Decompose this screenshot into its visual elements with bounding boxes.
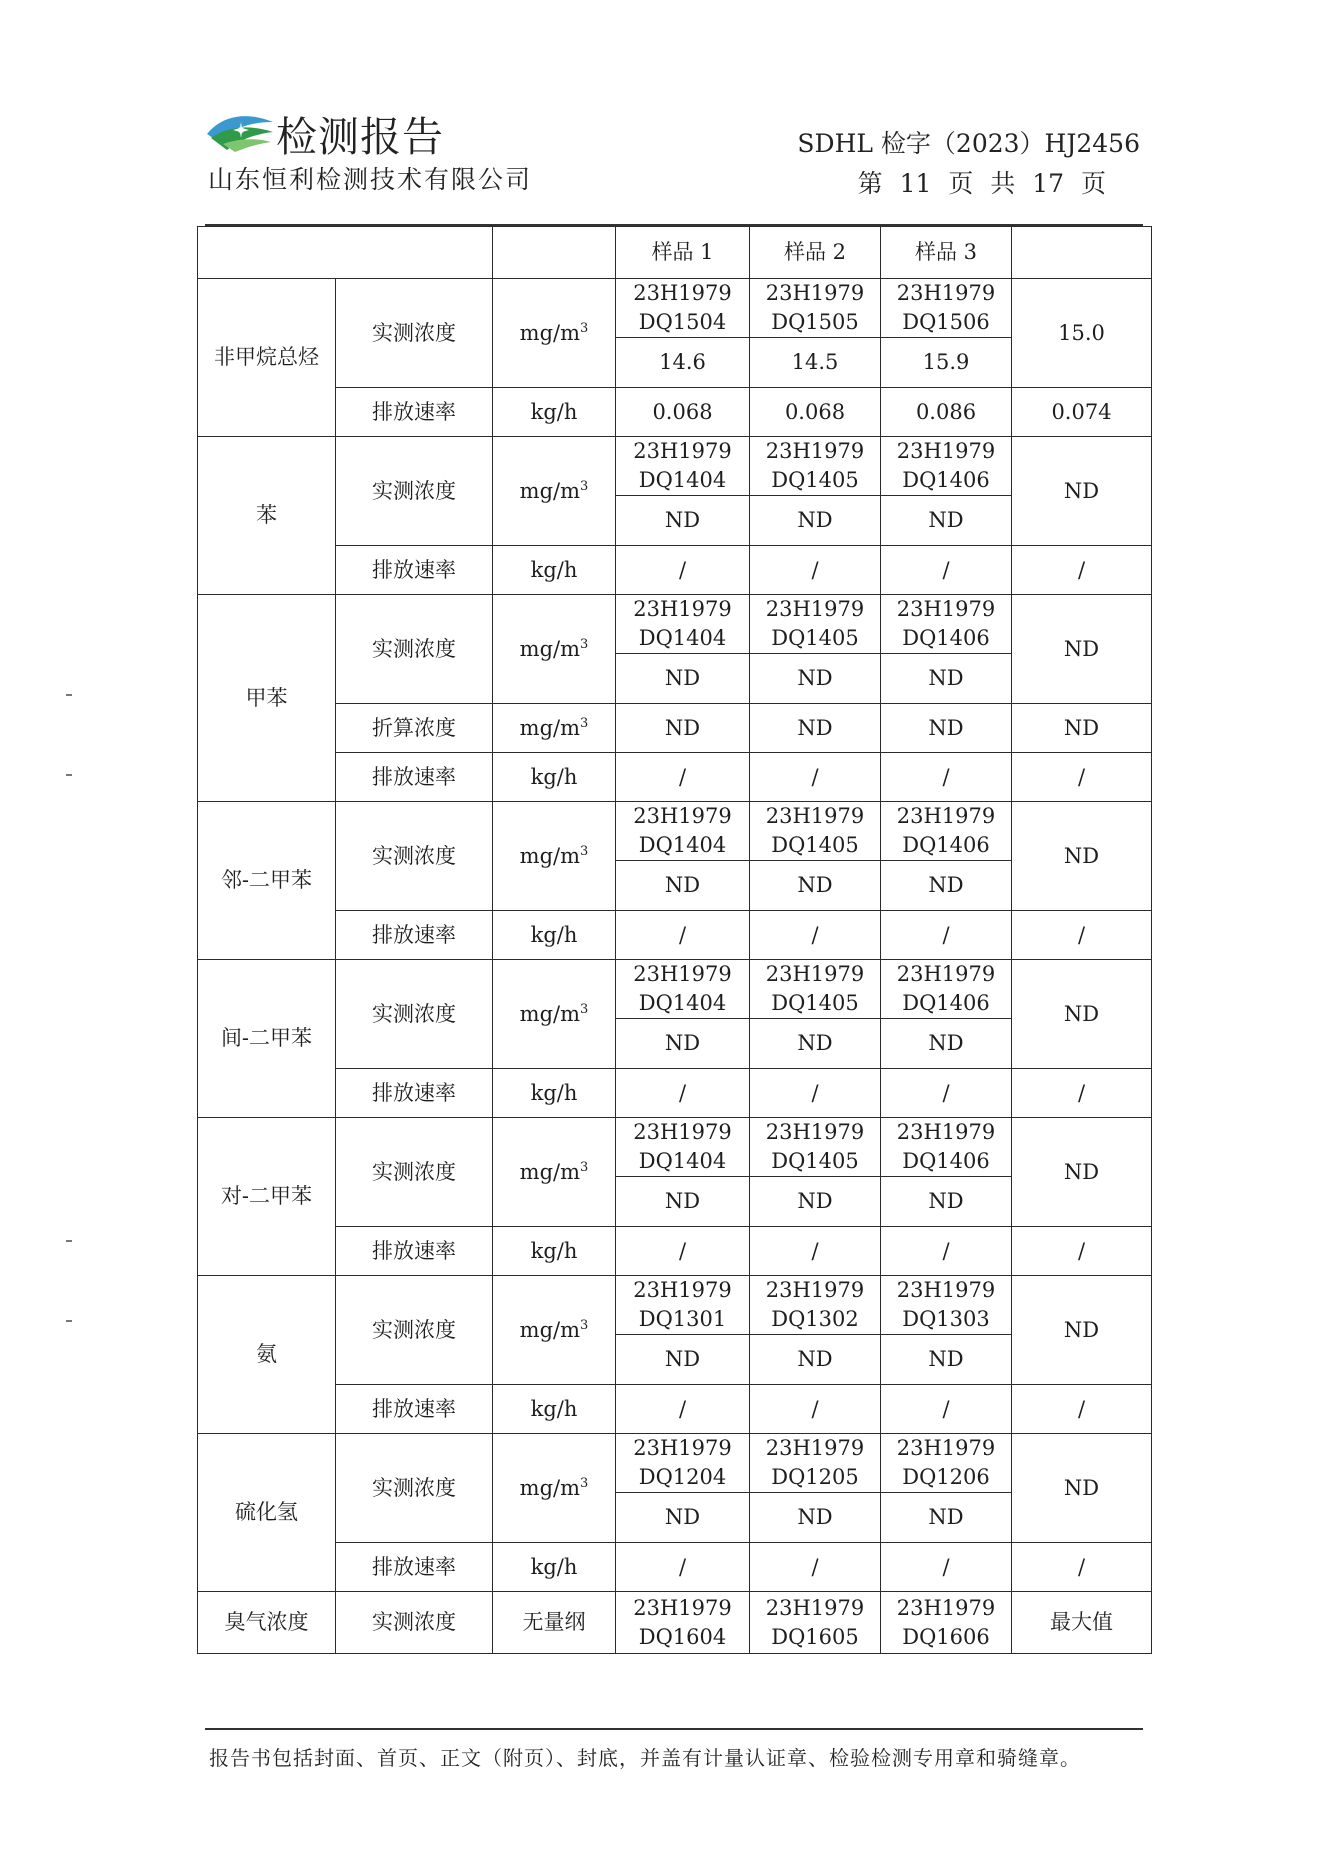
table-header-row	[198, 227, 1152, 279]
sample-serial-id: DQ1406	[902, 833, 990, 857]
measured-value-cell: ND	[616, 1019, 750, 1069]
sample-id-cell	[616, 960, 750, 1019]
unit-cell	[493, 802, 616, 911]
sample-batch-id: 23H1979	[896, 439, 996, 463]
sample-batch-id: 23H1979	[633, 597, 732, 621]
unit-cell: kg/h	[493, 1069, 616, 1118]
measured-value-cell: ND	[750, 496, 881, 546]
sample-serial-id: DQ1404	[638, 1149, 727, 1173]
unit-cell: 无量纲	[493, 1592, 616, 1654]
emission-rate-cell: /	[750, 1385, 881, 1434]
sample-batch-id: 23H1979	[633, 1436, 732, 1460]
measured-value-cell: 14.5	[750, 338, 881, 388]
sample-id-cell	[616, 595, 750, 654]
sample-id-cell	[881, 1434, 1012, 1493]
emission-rate-cell: /	[881, 1543, 1012, 1592]
sample-id-cell	[616, 1118, 750, 1177]
summary-cell: /	[1012, 1385, 1152, 1434]
sample-serial-id: DQ1303	[902, 1307, 990, 1331]
measured-value-cell: ND	[616, 654, 750, 704]
header-blank-cell	[198, 227, 493, 279]
footer-divider	[205, 1728, 1143, 1730]
analyte-name-cell: 甲苯	[198, 595, 336, 802]
emission-rate-cell: /	[616, 1227, 750, 1276]
sample-id-cell	[881, 802, 1012, 861]
table-row	[198, 802, 1152, 861]
sample-id-cell	[616, 279, 750, 338]
emission-rate-cell: /	[616, 1543, 750, 1592]
sample-batch-id: 23H1979	[765, 281, 865, 305]
measurement-label-cell: 排放速率	[336, 1385, 493, 1434]
measured-value-cell: ND	[881, 1493, 1012, 1543]
emission-rate-cell: /	[750, 1069, 881, 1118]
table-row	[198, 595, 1152, 654]
sample-id-cell	[616, 1434, 750, 1493]
emission-rate-cell: /	[616, 1069, 750, 1118]
measured-value-cell: 14.6	[616, 338, 750, 388]
margin-mark	[66, 694, 72, 696]
company-logo-icon	[205, 108, 275, 152]
measurement-label-cell: 实测浓度	[336, 960, 493, 1069]
table-row	[198, 1385, 1152, 1434]
unit-text: mg/m	[519, 636, 581, 661]
sample-batch-id: 23H1979	[896, 1120, 996, 1144]
emission-rate-cell: /	[750, 1227, 881, 1276]
header-unit-cell	[493, 227, 616, 279]
sample-serial-id: DQ1605	[771, 1624, 859, 1649]
unit-exponent: 3	[580, 320, 589, 336]
measurement-label-cell: 排放速率	[336, 388, 493, 437]
sample-id-cell	[881, 1118, 1012, 1177]
sample-serial-id: DQ1205	[771, 1465, 859, 1489]
sample-id-cell	[881, 279, 1012, 338]
measurement-label-cell: 实测浓度	[336, 595, 493, 704]
footer-note: 报告书包括封面、首页、正文（附页）、封底，并盖有计量认证章、检验检测专用章和骑缝章。	[209, 1746, 1081, 1770]
sample-batch-id: 23H1979	[633, 1278, 732, 1302]
summary-cell: ND	[1012, 704, 1152, 753]
measured-value-cell: ND	[750, 1019, 881, 1069]
sample-batch-id: 23H1979	[896, 281, 996, 305]
sample-serial-id: DQ1302	[771, 1307, 859, 1331]
unit-cell	[493, 960, 616, 1069]
sample-batch-id: 23H1979	[896, 597, 996, 621]
unit-cell	[493, 1434, 616, 1543]
unit-cell	[493, 595, 616, 704]
measured-value-cell: ND	[750, 861, 881, 911]
unit-cell	[493, 279, 616, 388]
sample-batch-id: 23H1979	[633, 1120, 732, 1144]
emission-rate-cell: /	[881, 1227, 1012, 1276]
converted-value-cell: ND	[881, 704, 1012, 753]
emission-rate-cell: /	[750, 546, 881, 595]
sample-serial-id: DQ1506	[902, 310, 990, 334]
margin-mark	[66, 1320, 72, 1322]
analyte-name-cell: 间-二甲苯	[198, 960, 336, 1118]
measured-value-cell: ND	[881, 1177, 1012, 1227]
sample-batch-id: 23H1979	[765, 1436, 865, 1460]
unit-cell: kg/h	[493, 1385, 616, 1434]
measured-value-cell: ND	[750, 654, 881, 704]
summary-cell: 0.074	[1012, 388, 1152, 437]
sample-batch-id: 23H1979	[765, 1120, 865, 1144]
unit-cell	[493, 704, 616, 753]
measured-value-cell: ND	[616, 1177, 750, 1227]
sample-id-cell	[881, 1592, 1012, 1654]
table-row	[198, 911, 1152, 960]
sample-id-cell	[881, 437, 1012, 496]
table-row	[198, 704, 1152, 753]
sample-serial-id: DQ1406	[902, 626, 990, 650]
emission-rate-cell: /	[616, 546, 750, 595]
unit-exponent: 3	[580, 715, 589, 731]
sample-id-cell	[750, 1592, 881, 1654]
converted-value-cell: ND	[616, 704, 750, 753]
sample-id-cell	[616, 802, 750, 861]
report-title: 检测报告	[276, 113, 444, 161]
unit-text: mg/m	[519, 715, 581, 740]
emission-rate-cell: /	[881, 1069, 1012, 1118]
unit-cell: kg/h	[493, 546, 616, 595]
sample-batch-id: 23H1979	[765, 962, 865, 986]
results-table-body	[198, 227, 1152, 1654]
unit-text: mg/m	[519, 320, 581, 345]
sample-id-cell	[616, 1592, 750, 1654]
measurement-label-cell: 排放速率	[336, 1069, 493, 1118]
summary-cell: 15.0	[1012, 279, 1152, 388]
unit-text: mg/m	[519, 1317, 581, 1342]
sample-batch-id: 23H1979	[633, 804, 732, 828]
sample-serial-id: DQ1406	[902, 991, 990, 1015]
measurement-label-cell: 排放速率	[336, 911, 493, 960]
emission-rate-cell: /	[881, 753, 1012, 802]
measured-value-cell: ND	[881, 1019, 1012, 1069]
unit-text: mg/m	[519, 1001, 581, 1026]
sample-id-cell	[750, 279, 881, 338]
sample-batch-id: 23H1979	[896, 1436, 996, 1460]
table-row	[198, 1543, 1152, 1592]
emission-rate-cell: /	[616, 753, 750, 802]
sample-serial-id: DQ1206	[902, 1465, 990, 1489]
emission-rate-cell: /	[616, 1385, 750, 1434]
measured-value-cell: ND	[616, 861, 750, 911]
sample-id-cell	[881, 960, 1012, 1019]
summary-cell: ND	[1012, 595, 1152, 704]
measured-value-cell: ND	[616, 1493, 750, 1543]
unit-cell	[493, 1276, 616, 1385]
unit-cell: kg/h	[493, 1227, 616, 1276]
sample-serial-id: DQ1405	[771, 626, 859, 650]
measurement-label-cell: 实测浓度	[336, 1592, 493, 1654]
unit-exponent: 3	[580, 1001, 589, 1017]
sample-batch-id: 23H1979	[633, 281, 732, 305]
measured-value-cell: 15.9	[881, 338, 1012, 388]
sample-batch-id: 23H1979	[896, 1278, 996, 1302]
unit-cell: kg/h	[493, 388, 616, 437]
emission-rate-cell: 0.068	[750, 388, 881, 437]
measured-value-cell: ND	[750, 1335, 881, 1385]
summary-cell: /	[1012, 1069, 1152, 1118]
sample-batch-id: 23H1979	[765, 1278, 865, 1302]
sample-batch-id: 23H1979	[896, 962, 996, 986]
unit-cell: kg/h	[493, 1543, 616, 1592]
emission-rate-cell: 0.068	[616, 388, 750, 437]
unit-text: mg/m	[519, 843, 581, 868]
unit-exponent: 3	[580, 1159, 589, 1175]
analyte-name-cell: 非甲烷总烃	[198, 279, 336, 437]
measurement-label-cell: 排放速率	[336, 1227, 493, 1276]
analyte-name-cell: 硫化氢	[198, 1434, 336, 1592]
sample-batch-id: 23H1979	[765, 597, 865, 621]
analyte-name-cell: 氨	[198, 1276, 336, 1434]
column-header-sample-1: 样品 1	[616, 227, 750, 279]
measurement-label-cell: 折算浓度	[336, 704, 493, 753]
table-row	[198, 1276, 1152, 1335]
summary-cell: /	[1012, 911, 1152, 960]
table-row	[198, 753, 1152, 802]
summary-cell: /	[1012, 1543, 1152, 1592]
sample-serial-id: DQ1404	[638, 468, 727, 492]
sample-serial-id: DQ1405	[771, 833, 859, 857]
sample-serial-id: DQ1604	[638, 1624, 727, 1649]
sample-batch-id: 23H1979	[633, 1595, 732, 1620]
emission-rate-cell: /	[881, 1385, 1012, 1434]
summary-cell: ND	[1012, 960, 1152, 1069]
unit-cell: kg/h	[493, 911, 616, 960]
emission-rate-cell: /	[750, 1543, 881, 1592]
measured-value-cell: ND	[616, 1335, 750, 1385]
sample-batch-id: 23H1979	[633, 439, 732, 463]
summary-cell: /	[1012, 753, 1152, 802]
sample-serial-id: DQ1301	[638, 1307, 727, 1331]
page-info: 第 11 页 共 17 页	[857, 169, 1106, 198]
summary-cell: ND	[1012, 802, 1152, 911]
unit-text: mg/m	[519, 1475, 581, 1500]
emission-rate-cell: /	[750, 753, 881, 802]
measurement-label-cell: 实测浓度	[336, 437, 493, 546]
sample-batch-id: 23H1979	[765, 1595, 865, 1620]
emission-rate-cell: 0.086	[881, 388, 1012, 437]
unit-exponent: 3	[580, 1317, 589, 1333]
table-row	[198, 1069, 1152, 1118]
unit-cell	[493, 437, 616, 546]
table-row	[198, 388, 1152, 437]
unit-text: mg/m	[519, 1159, 581, 1184]
margin-mark	[66, 774, 72, 776]
table-row	[198, 279, 1152, 338]
report-header	[0, 0, 1323, 230]
summary-cell: ND	[1012, 1118, 1152, 1227]
sample-id-cell	[750, 1276, 881, 1335]
table-row	[198, 1592, 1152, 1654]
sample-id-cell	[750, 1118, 881, 1177]
sample-batch-id: 23H1979	[765, 804, 865, 828]
measurement-label-cell: 实测浓度	[336, 279, 493, 388]
unit-exponent: 3	[580, 843, 589, 859]
sample-id-cell	[881, 1276, 1012, 1335]
measurement-label-cell: 实测浓度	[336, 802, 493, 911]
measurement-label-cell: 排放速率	[336, 546, 493, 595]
measurement-label-cell: 实测浓度	[336, 1276, 493, 1385]
analyte-name-cell: 对-二甲苯	[198, 1118, 336, 1276]
unit-text: mg/m	[519, 478, 581, 503]
column-header-sample-2: 样品 2	[750, 227, 881, 279]
sample-serial-id: DQ1404	[638, 626, 727, 650]
sample-id-cell	[616, 1276, 750, 1335]
sample-serial-id: DQ1204	[638, 1465, 727, 1489]
measurement-label-cell: 实测浓度	[336, 1434, 493, 1543]
sample-batch-id: 23H1979	[896, 804, 996, 828]
document-code: SDHL 检字（2023）HJ2456	[797, 129, 1140, 158]
sample-serial-id: DQ1404	[638, 991, 727, 1015]
sample-serial-id: DQ1405	[771, 1149, 859, 1173]
sample-batch-id: 23H1979	[765, 439, 865, 463]
table-row	[198, 1118, 1152, 1177]
measured-value-cell: ND	[881, 1335, 1012, 1385]
sample-serial-id: DQ1405	[771, 468, 859, 492]
emission-rate-cell: /	[881, 911, 1012, 960]
measured-value-cell: ND	[750, 1177, 881, 1227]
sample-serial-id: DQ1406	[902, 1149, 990, 1173]
analyte-name-cell: 苯	[198, 437, 336, 595]
column-header-sample-3: 样品 3	[881, 227, 1012, 279]
sample-serial-id: DQ1505	[771, 310, 859, 334]
measured-value-cell: ND	[616, 496, 750, 546]
header-summary-cell	[1012, 227, 1152, 279]
company-name: 山东恒利检测技术有限公司	[208, 165, 533, 194]
unit-exponent: 3	[580, 636, 589, 652]
measured-value-cell: ND	[750, 1493, 881, 1543]
summary-cell: ND	[1012, 1434, 1152, 1543]
measurement-label-cell: 排放速率	[336, 753, 493, 802]
measured-value-cell: ND	[881, 861, 1012, 911]
converted-value-cell: ND	[750, 704, 881, 753]
summary-cell: 最大值	[1012, 1592, 1152, 1654]
summary-cell: /	[1012, 1227, 1152, 1276]
unit-exponent: 3	[580, 478, 589, 494]
analyte-name-cell: 臭气浓度	[198, 1592, 336, 1654]
measurement-label-cell: 排放速率	[336, 1543, 493, 1592]
sample-id-cell	[750, 437, 881, 496]
measurement-label-cell: 实测浓度	[336, 1118, 493, 1227]
summary-cell: /	[1012, 546, 1152, 595]
unit-cell: kg/h	[493, 753, 616, 802]
table-row	[198, 437, 1152, 496]
sample-id-cell	[616, 437, 750, 496]
emission-rate-cell: /	[616, 911, 750, 960]
sample-serial-id: DQ1404	[638, 833, 727, 857]
sample-serial-id: DQ1406	[902, 468, 990, 492]
sample-id-cell	[750, 802, 881, 861]
measured-value-cell: ND	[881, 496, 1012, 546]
summary-cell: ND	[1012, 437, 1152, 546]
sample-batch-id: 23H1979	[633, 962, 732, 986]
sample-id-cell	[881, 595, 1012, 654]
emission-rate-cell: /	[750, 911, 881, 960]
unit-exponent: 3	[580, 1475, 589, 1491]
summary-cell: ND	[1012, 1276, 1152, 1385]
sample-id-cell	[750, 960, 881, 1019]
sample-id-cell	[750, 1434, 881, 1493]
results-table	[197, 226, 1152, 1654]
sample-serial-id: DQ1504	[638, 310, 727, 334]
sample-serial-id: DQ1405	[771, 991, 859, 1015]
sample-id-cell	[750, 595, 881, 654]
measured-value-cell: ND	[881, 654, 1012, 704]
table-row	[198, 960, 1152, 1019]
table-row	[198, 1434, 1152, 1493]
margin-mark	[66, 1240, 72, 1242]
sample-batch-id: 23H1979	[896, 1595, 996, 1620]
table-row	[198, 546, 1152, 595]
analyte-name-cell: 邻-二甲苯	[198, 802, 336, 960]
sample-serial-id: DQ1606	[902, 1624, 990, 1649]
emission-rate-cell: /	[881, 546, 1012, 595]
unit-cell	[493, 1118, 616, 1227]
table-row	[198, 1227, 1152, 1276]
